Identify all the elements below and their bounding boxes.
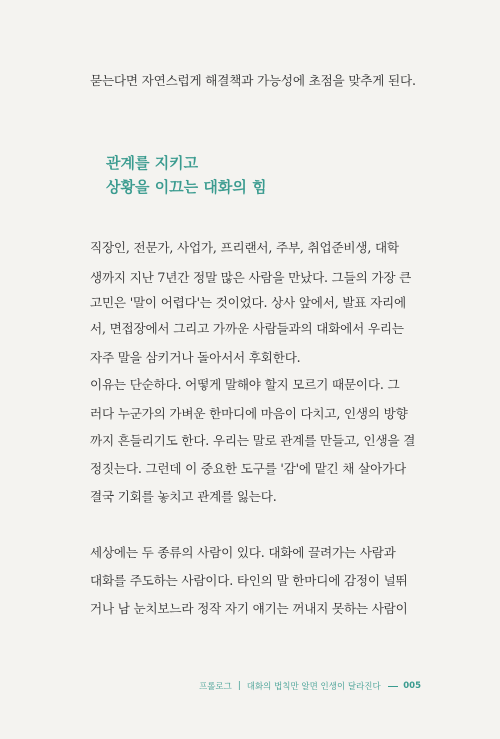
intro-line: 묻는다면 자연스럽게 해결책과 가능성에 초점을 맞추게 된다. — [90, 73, 416, 88]
paragraph-line: 서, 면접장에서 그리고 가까운 사람들과의 대화에서 우리는 — [90, 321, 404, 336]
paragraph-line: 정짓는다. 그런데 이 중요한 도구를 '감'에 맡긴 채 살아가다 — [90, 461, 406, 476]
paragraph-line: 이유는 단순하다. 어떻게 말해야 할지 모르기 때문이다. 그 — [90, 377, 400, 392]
paragraph-line: 생까지 지난 7년간 정말 많은 사람을 만났다. 그들의 가장 큰 — [90, 270, 412, 285]
footer-section: 프롤로그 — [199, 682, 232, 692]
heading-line-1: 관계를 지키고 — [106, 154, 199, 172]
page-footer — [199, 679, 421, 693]
heading-line-2: 상황을 이끄는 대화의 힘 — [106, 178, 267, 196]
paragraph-line: 까지 흔들리기도 한다. 우리는 말로 관계를 만들고, 인생을 결 — [90, 433, 416, 448]
page-number: 005 — [403, 681, 421, 691]
paragraph-line: 거나 남 눈치보느라 정작 자기 얘기는 꺼내지 못하는 사람이 — [90, 601, 408, 616]
paragraph-line: 직장인, 전문가, 사업가, 프리랜서, 주부, 취업준비생, 대학 — [90, 240, 399, 255]
footer-separator: | — [237, 681, 241, 691]
paragraph-line: 고민은 '말이 어렵다'는 것이었다. 상사 앞에서, 발표 자리에 — [90, 295, 406, 310]
footer-dash — [388, 686, 399, 687]
paragraph-line: 결국 기회를 놓치고 관계를 잃는다. — [90, 489, 277, 504]
paragraph-line: 대화를 주도하는 사람이다. 타인의 말 한마디에 감정이 널뛰 — [90, 573, 408, 588]
footer-book-title: 대화의 법칙만 알면 인생이 달라진다 — [246, 682, 381, 692]
paragraph-line: 세상에는 두 종류의 사람이 있다. 대화에 끌려가는 사람과 — [90, 545, 396, 560]
paragraph-line: 러다 누군가의 가벼운 한마디에 마음이 다치고, 인생의 방향 — [90, 406, 408, 421]
paragraph-line: 자주 말을 삼키거나 돌아서서 후회한다. — [90, 350, 301, 365]
